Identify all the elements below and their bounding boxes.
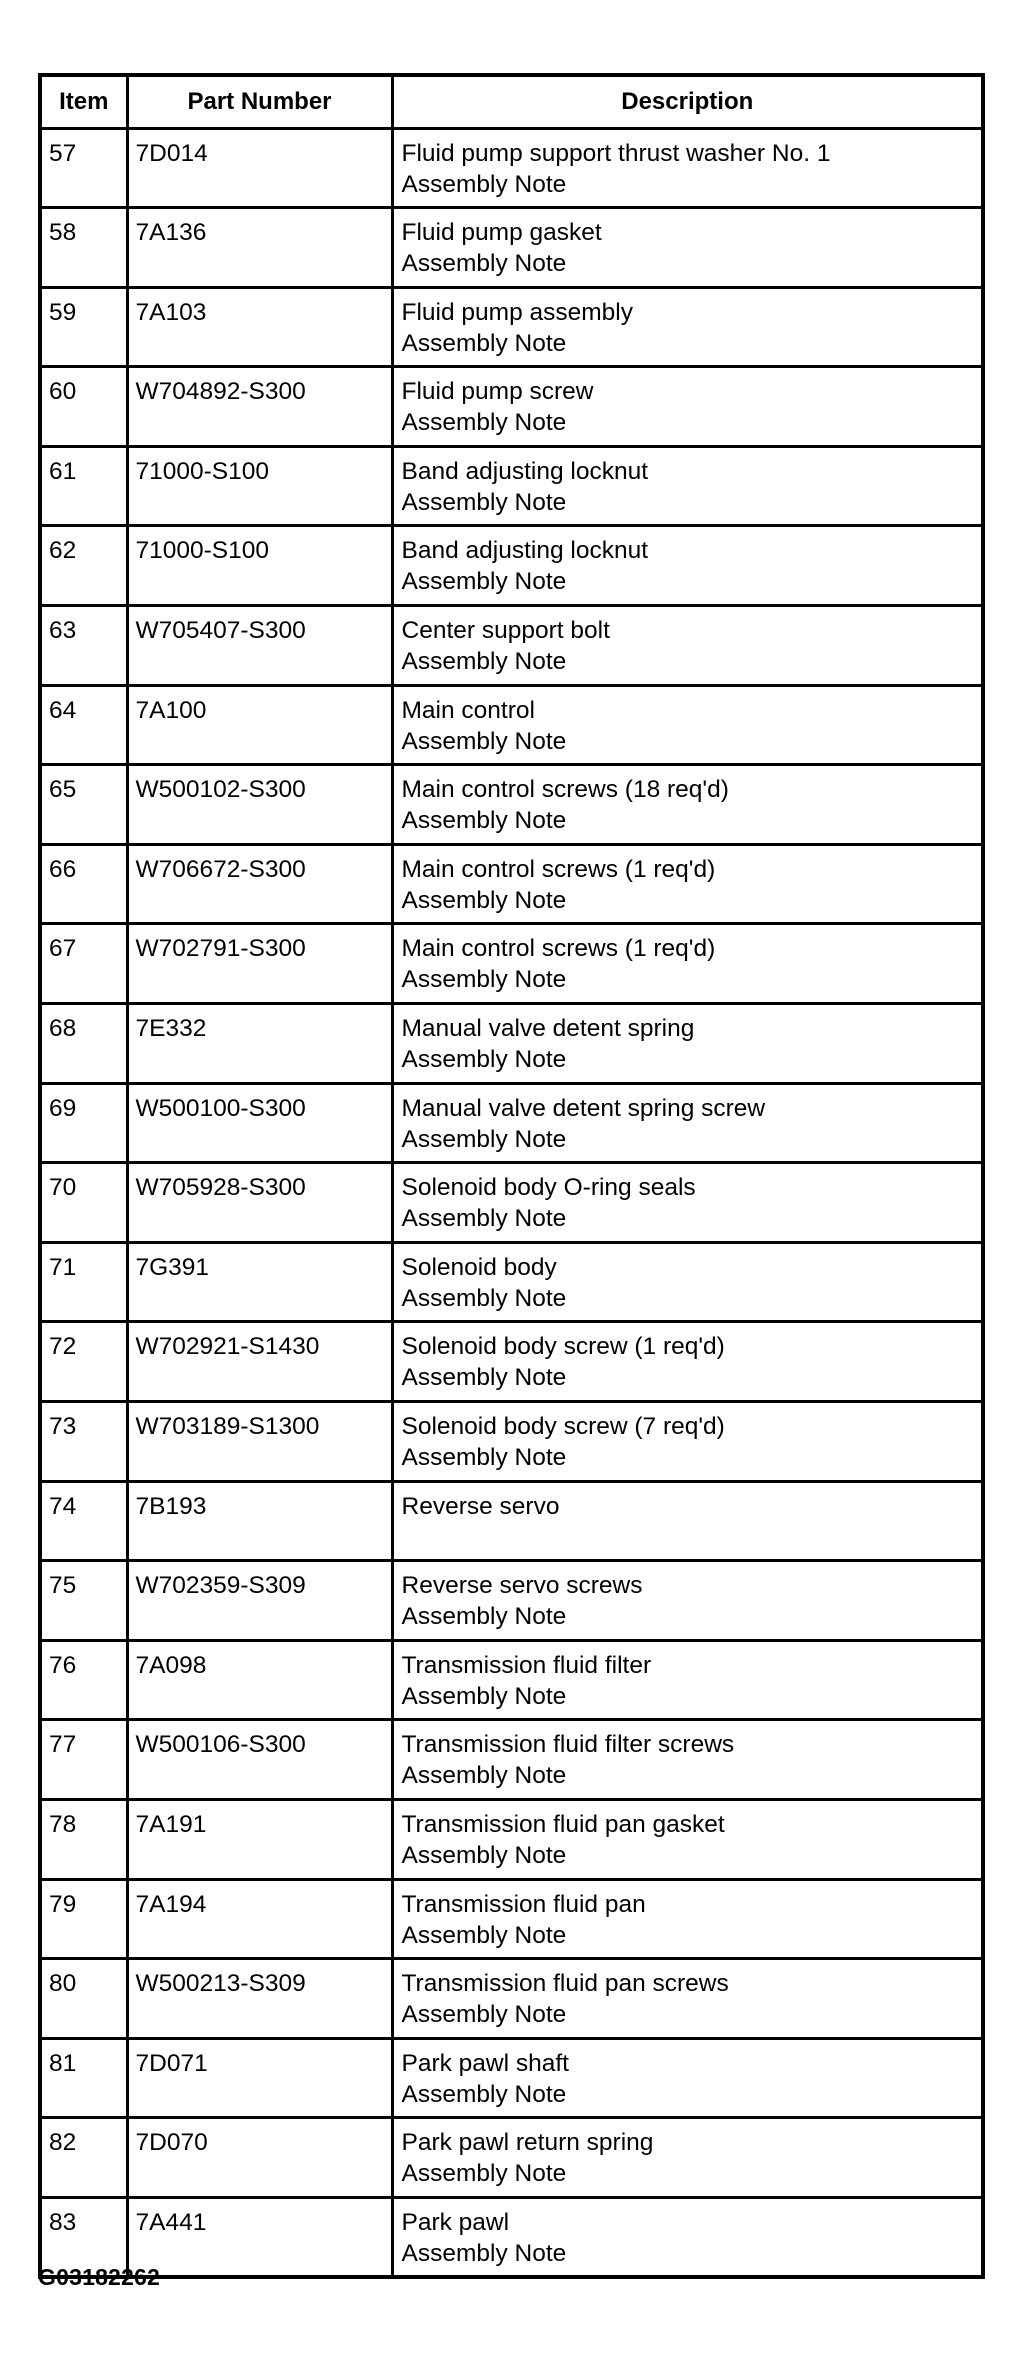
assembly-note-text: Assembly Note	[401, 1841, 567, 1869]
item-number: 67	[40, 924, 127, 1004]
table-row	[40, 2118, 983, 2198]
table-row	[40, 1322, 983, 1402]
description-text: Reverse servo	[401, 1492, 560, 1520]
assembly-note-text: Assembly Note	[401, 648, 567, 676]
item-number: 77	[40, 1720, 127, 1800]
description-text: Main control screws (1 req'd)	[401, 935, 716, 963]
item-number: 68	[40, 1004, 127, 1084]
description-text: Transmission fluid pan screws	[401, 1970, 729, 1998]
part-number: W500213-S309	[127, 1959, 392, 2039]
description-text: Solenoid body O-ring seals	[401, 1174, 696, 1202]
table-row	[40, 128, 983, 208]
table-row	[40, 446, 983, 526]
part-number: 7A098	[127, 1640, 392, 1720]
table-row	[40, 1561, 983, 1641]
part-number: W702791-S300	[127, 924, 392, 1004]
assembly-note-text: Assembly Note	[401, 170, 567, 198]
table-row	[40, 2038, 983, 2118]
item-number: 61	[40, 446, 127, 526]
item-number: 57	[40, 128, 127, 208]
description-cell	[392, 2197, 983, 2277]
item-number: 62	[40, 526, 127, 606]
header-description: Description	[392, 75, 983, 128]
assembly-note-text: Assembly Note	[401, 807, 567, 835]
assembly-note-text: Assembly Note	[401, 1921, 567, 1949]
part-number: W500102-S300	[127, 765, 392, 845]
part-number: 71000-S100	[127, 446, 392, 526]
header-part-number: Part Number	[127, 75, 392, 128]
description-cell	[392, 287, 983, 367]
table-row	[40, 287, 983, 367]
table-row	[40, 1720, 983, 1800]
description-cell	[392, 1402, 983, 1482]
table-row	[40, 1481, 983, 1561]
item-number: 76	[40, 1640, 127, 1720]
table-row	[40, 606, 983, 686]
assembly-note-text: Assembly Note	[401, 1762, 567, 1790]
table-row	[40, 208, 983, 288]
part-number: 7A136	[127, 208, 392, 288]
table-row	[40, 1163, 983, 1243]
description-text: Transmission fluid filter	[401, 1651, 652, 1679]
item-number: 72	[40, 1322, 127, 1402]
assembly-note-text: Assembly Note	[401, 1046, 567, 1074]
header-item: Item	[40, 75, 127, 128]
table-row	[40, 1879, 983, 1959]
description-text: Transmission fluid pan gasket	[401, 1810, 725, 1838]
assembly-note-text: Assembly Note	[401, 886, 567, 914]
description-cell	[392, 1163, 983, 1243]
item-number: 82	[40, 2118, 127, 2198]
assembly-note-text: Assembly Note	[401, 1205, 567, 1233]
item-number: 64	[40, 685, 127, 765]
description-cell	[392, 924, 983, 1004]
part-number: 7E332	[127, 1004, 392, 1084]
description-text: Fluid pump screw	[401, 378, 594, 406]
part-number: W705928-S300	[127, 1163, 392, 1243]
part-number: 7A191	[127, 1799, 392, 1879]
description-cell	[392, 606, 983, 686]
figure-id: G03182262	[38, 2264, 161, 2290]
item-number: 83	[40, 2197, 127, 2277]
description-cell	[392, 208, 983, 288]
assembly-note-text: Assembly Note	[401, 568, 567, 596]
table-row	[40, 1004, 983, 1084]
description-cell	[392, 1083, 983, 1163]
item-number: 79	[40, 1879, 127, 1959]
part-number: 7A441	[127, 2197, 392, 2277]
item-number: 81	[40, 2038, 127, 2118]
assembly-note-text: Assembly Note	[401, 488, 567, 516]
table-row	[40, 844, 983, 924]
description-cell	[392, 685, 983, 765]
description-cell	[392, 1720, 983, 1800]
description-text: Fluid pump assembly	[401, 298, 633, 326]
description-cell	[392, 1879, 983, 1959]
part-number: W702359-S309	[127, 1561, 392, 1641]
description-text: Fluid pump gasket	[401, 219, 602, 247]
description-text: Center support bolt	[401, 617, 610, 645]
assembly-note-text: Assembly Note	[401, 2239, 567, 2267]
assembly-note-text: Assembly Note	[401, 2080, 567, 2108]
description-text: Main control screws (18 req'd)	[401, 776, 729, 804]
description-cell	[392, 1561, 983, 1641]
part-number: W500100-S300	[127, 1083, 392, 1163]
assembly-note-text: Assembly Note	[401, 966, 567, 994]
description-cell	[392, 1481, 983, 1561]
description-cell	[392, 1640, 983, 1720]
assembly-note-text: Assembly Note	[401, 1603, 567, 1631]
assembly-note-text: Assembly Note	[401, 1284, 567, 1312]
description-cell	[392, 128, 983, 208]
table-row	[40, 1799, 983, 1879]
part-number: W705407-S300	[127, 606, 392, 686]
table-row	[40, 685, 983, 765]
part-number: 7A103	[127, 287, 392, 367]
description-cell	[392, 526, 983, 606]
description-text: Solenoid body screw (7 req'd)	[401, 1413, 725, 1440]
assembly-note-text: Assembly Note	[401, 1444, 567, 1471]
item-number: 59	[40, 287, 127, 367]
description-text: Reverse servo screws	[401, 1572, 643, 1600]
table-row	[40, 1959, 983, 2039]
description-text: Park pawl shaft	[401, 2049, 569, 2077]
part-number: 7D071	[127, 2038, 392, 2118]
description-cell	[392, 844, 983, 924]
description-text: Band adjusting locknut	[401, 457, 649, 485]
part-number: 7D014	[127, 128, 392, 208]
item-number: 74	[40, 1481, 127, 1561]
description-text: Transmission fluid filter screws	[401, 1731, 735, 1759]
description-cell	[392, 1322, 983, 1402]
table-header-row	[40, 75, 983, 128]
assembly-note-text: Assembly Note	[401, 1364, 567, 1392]
item-number: 63	[40, 606, 127, 686]
item-number: 73	[40, 1402, 127, 1482]
part-number: W703189-S1300	[127, 1402, 392, 1482]
part-number: 7A194	[127, 1879, 392, 1959]
description-cell	[392, 1959, 983, 2039]
assembly-note-text: Assembly Note	[401, 727, 567, 755]
table-row	[40, 1242, 983, 1322]
description-cell	[392, 1242, 983, 1322]
item-number: 60	[40, 367, 127, 447]
part-number: W704892-S300	[127, 367, 392, 447]
description-cell	[392, 2038, 983, 2118]
item-number: 71	[40, 1242, 127, 1322]
item-number: 75	[40, 1561, 127, 1641]
assembly-note-text: Assembly Note	[401, 250, 567, 278]
part-number: 7B193	[127, 1481, 392, 1561]
assembly-note-text: Assembly Note	[401, 409, 567, 437]
assembly-note-text: Assembly Note	[401, 1682, 567, 1710]
item-number: 78	[40, 1799, 127, 1879]
item-number: 65	[40, 765, 127, 845]
description-text: Band adjusting locknut	[401, 537, 649, 565]
description-cell	[392, 446, 983, 526]
description-text: Manual valve detent spring	[401, 1015, 695, 1043]
item-number: 58	[40, 208, 127, 288]
assembly-note-text: Assembly Note	[401, 329, 567, 357]
item-number: 80	[40, 1959, 127, 2039]
description-text: Main control screws (1 req'd)	[401, 855, 716, 883]
part-number: W706672-S300	[127, 844, 392, 924]
description-cell	[392, 1799, 983, 1879]
parts-table	[38, 73, 985, 2279]
table-row	[40, 2197, 983, 2277]
description-cell	[392, 2118, 983, 2198]
description-text: Manual valve detent spring screw	[401, 1094, 766, 1122]
part-number: W702921-S1430	[127, 1322, 392, 1402]
part-number: W500106-S300	[127, 1720, 392, 1800]
description-cell	[392, 1004, 983, 1084]
table-row	[40, 924, 983, 1004]
part-number: 7D070	[127, 2118, 392, 2198]
table-row	[40, 367, 983, 447]
table-row	[40, 1083, 983, 1163]
assembly-note-text: Assembly Note	[401, 2160, 567, 2188]
table-row	[40, 765, 983, 845]
description-text: Transmission fluid pan	[401, 1890, 646, 1918]
table-row	[40, 1640, 983, 1720]
assembly-note-text: Assembly Note	[401, 1125, 567, 1153]
item-number: 70	[40, 1163, 127, 1243]
item-number: 66	[40, 844, 127, 924]
description-cell	[392, 367, 983, 447]
part-number: 71000-S100	[127, 526, 392, 606]
description-cell	[392, 765, 983, 845]
item-number: 69	[40, 1083, 127, 1163]
part-number: 7A100	[127, 685, 392, 765]
part-number: 7G391	[127, 1242, 392, 1322]
description-text: Park pawl return spring	[401, 2129, 654, 2157]
description-text: Main control	[401, 696, 535, 724]
assembly-note-text: Assembly Note	[401, 2001, 567, 2029]
description-text: Solenoid body	[401, 1253, 557, 1281]
description-text: Solenoid body screw (1 req'd)	[401, 1333, 725, 1361]
table-row	[40, 526, 983, 606]
description-text: Fluid pump support thrust washer No. 1	[401, 139, 831, 167]
table-row	[40, 1402, 983, 1482]
description-text: Park pawl	[401, 2208, 510, 2236]
